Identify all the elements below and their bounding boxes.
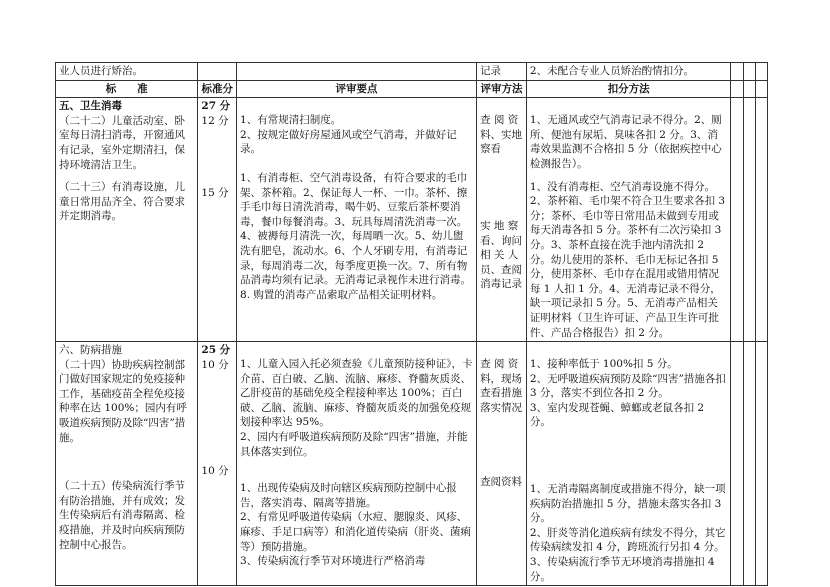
header-method: 评审方法 (477, 80, 527, 98)
item22-method: 查 阅 资料、实地察看 (480, 114, 523, 156)
item25-standard: （二十五）传染病流行季节有防治措施，并有成效；发生传染病后有消毒隔离、检疫措施，并及时向疾病预防控制中心报告。 (59, 480, 185, 551)
item22-point-1: 1、有常规清扫制度。 (240, 114, 342, 127)
item24-deduct: 1、接种率低于 100%扣 5 分。 2、无呼吸道疾病预防及除“四害”措施各扣 3 分，落实不到位各扣 2 分。 3、室内发现苍蝇、蟑螂或老鼠各扣 2 分。 (529, 358, 726, 429)
item22-standard: （二十二）儿童活动室、卧室每日清扫消毒，开窗通风有记录，室外定期清扫，保持环境清洁卫生。 (59, 114, 185, 171)
item25-point-2: 2、有常见呼吸道传染病（水痘、腮腺炎、风疹、麻疹、手足口病等）和消化道传染病（肝炎、菌痢等）预防措施。 (240, 511, 472, 553)
continued-row (56, 63, 768, 81)
item25-point-1: 1、出现传染病及时向辖区疾病预防控制中心报告，落实消毒、隔离等措施。 (240, 482, 457, 509)
section-title-disease: 六、防病措施 (59, 344, 122, 357)
item23-points: 1、有消毒柜、空气消毒设备，有符合要求的毛巾架、茶杯箱。2、保证每人一杯、一巾。茶杯、擦手毛巾每日清洗消毒，喝牛奶、豆浆后茶杯要消毒，餐巾每餐消毒。3、玩具每周清洗消毒一次。4、被褥每月清洗一次，每周晒一次。5、幼儿盥洗有肥皂，流动水。6、个人牙刷专用，有消毒记录，每周消毒二次，每季度更换一次。7、所有物品消毒均须有记录。无消毒记录视作未进行消毒。8. 购置的消毒产品索取产品相关证明材料。 (240, 171, 472, 301)
header-points: 评审要点 (237, 80, 477, 98)
continued-standard: 业人员进行矫治。 (56, 63, 198, 81)
item24-point-1: 1、儿童入园入托必须查验《儿童预防接种证》，卡介苗、百白破、乙脑、流脑、麻疹、脊髓灰质炎、乙肝疫苗的基础免疫全程接种率达 100%；百白破、乙脑、流脑、麻疹、脊髓灰质炎的加强免疫规划接种率达 95%。 (240, 358, 473, 429)
item23-score: 15 分 (201, 187, 229, 200)
section-score-hygiene: 27 分 (201, 100, 231, 113)
item22-score: 12 分 (201, 114, 229, 127)
item22-deduct: 1、无通风或空气消毒记录不得分。2、厕所、便池有尿垢、臭味各扣 2 分。3、消毒效果监测不合格扣 5 分（依据疾控中心检测报告）。 (529, 114, 722, 170)
item23-standard: （二十三）有消毒设施，儿童日常用品齐全、符合要求并定期消毒。 (59, 181, 185, 223)
item24-point-2: 2、园内有呼吸道疾病预防及除“四害”措施，并能具体落实到位。 (240, 431, 468, 458)
header-score: 标准分 (198, 80, 237, 98)
evaluation-table (55, 62, 768, 586)
item23-deduct: 1、没有消毒柜、空气消毒设施不得分。2、茶杯箱、毛巾架不符合卫生要求各扣 3 分；茶杯、毛巾等日常用品未做到专用或每天消毒各扣 5 分。茶杯有二次污染扣 3 分。3、茶杯直接在洗手池内清洗扣 2 分。幼儿使用的茶杯、毛巾无标记各扣 5 分，使用茶杯、毛巾存在混用或错用情况每 1 人扣 1 分。4、无消毒记录不得分，缺一项记录扣 5 分。5、无消毒产品相关证明材料（卫生许可证、产品卫生许可批件、产品合格报告）扣 2 分。 (529, 180, 729, 339)
section-hygiene-row (56, 98, 768, 342)
item25-method: 查阅资料 (480, 476, 523, 489)
section-score-disease: 25 分 (201, 344, 231, 357)
item24-method: 查 阅 资料，现场查看措施落实情况 (480, 358, 523, 414)
header-standard: 标 准 (56, 80, 198, 98)
item25-deduct-2: 2、肝炎等消化道疾病有续发不得分，其它传染病续发扣 4 分，跨班流行另扣 4 分。 (529, 526, 726, 554)
header-row (56, 80, 768, 98)
section-title-hygiene: 五、卫生消毒 (59, 100, 122, 113)
item25-deduct-1: 1、无消毒隔离制度或措施不得分，缺一项疾病防治措施扣 5 分，措施未落实各扣 3 分。 (529, 483, 726, 525)
item25-point-3: 3、传染病流行季节对环境进行严格消毒 (240, 555, 426, 568)
item24-score: 10 分 (201, 358, 229, 371)
item24-standard: （二十四）协助疾病控制部门做好国家规定的免疫接种工作，基础疫苗全程免疫接种率在达 100%；园内有呼吸道疾病预防及除“四害”措施。 (59, 358, 187, 444)
continued-deduct: 2、未配合专业人员矫治酌情扣分。 (526, 63, 730, 81)
item23-method: 实 地 察看、询问相 关 人员、查阅消毒记录 (480, 219, 523, 291)
continued-method: 记录 (477, 63, 527, 81)
item25-score: 10 分 (201, 465, 229, 478)
header-deduct: 扣分方法 (526, 80, 730, 98)
item25-deduct-3: 3、传染病流行季节无环境消毒措施扣 4 分。 (529, 556, 718, 583)
section-disease-row (56, 342, 768, 586)
item22-point-2: 2、按规定做好房屋通风或空气消毒，并做好记录。 (240, 128, 457, 156)
